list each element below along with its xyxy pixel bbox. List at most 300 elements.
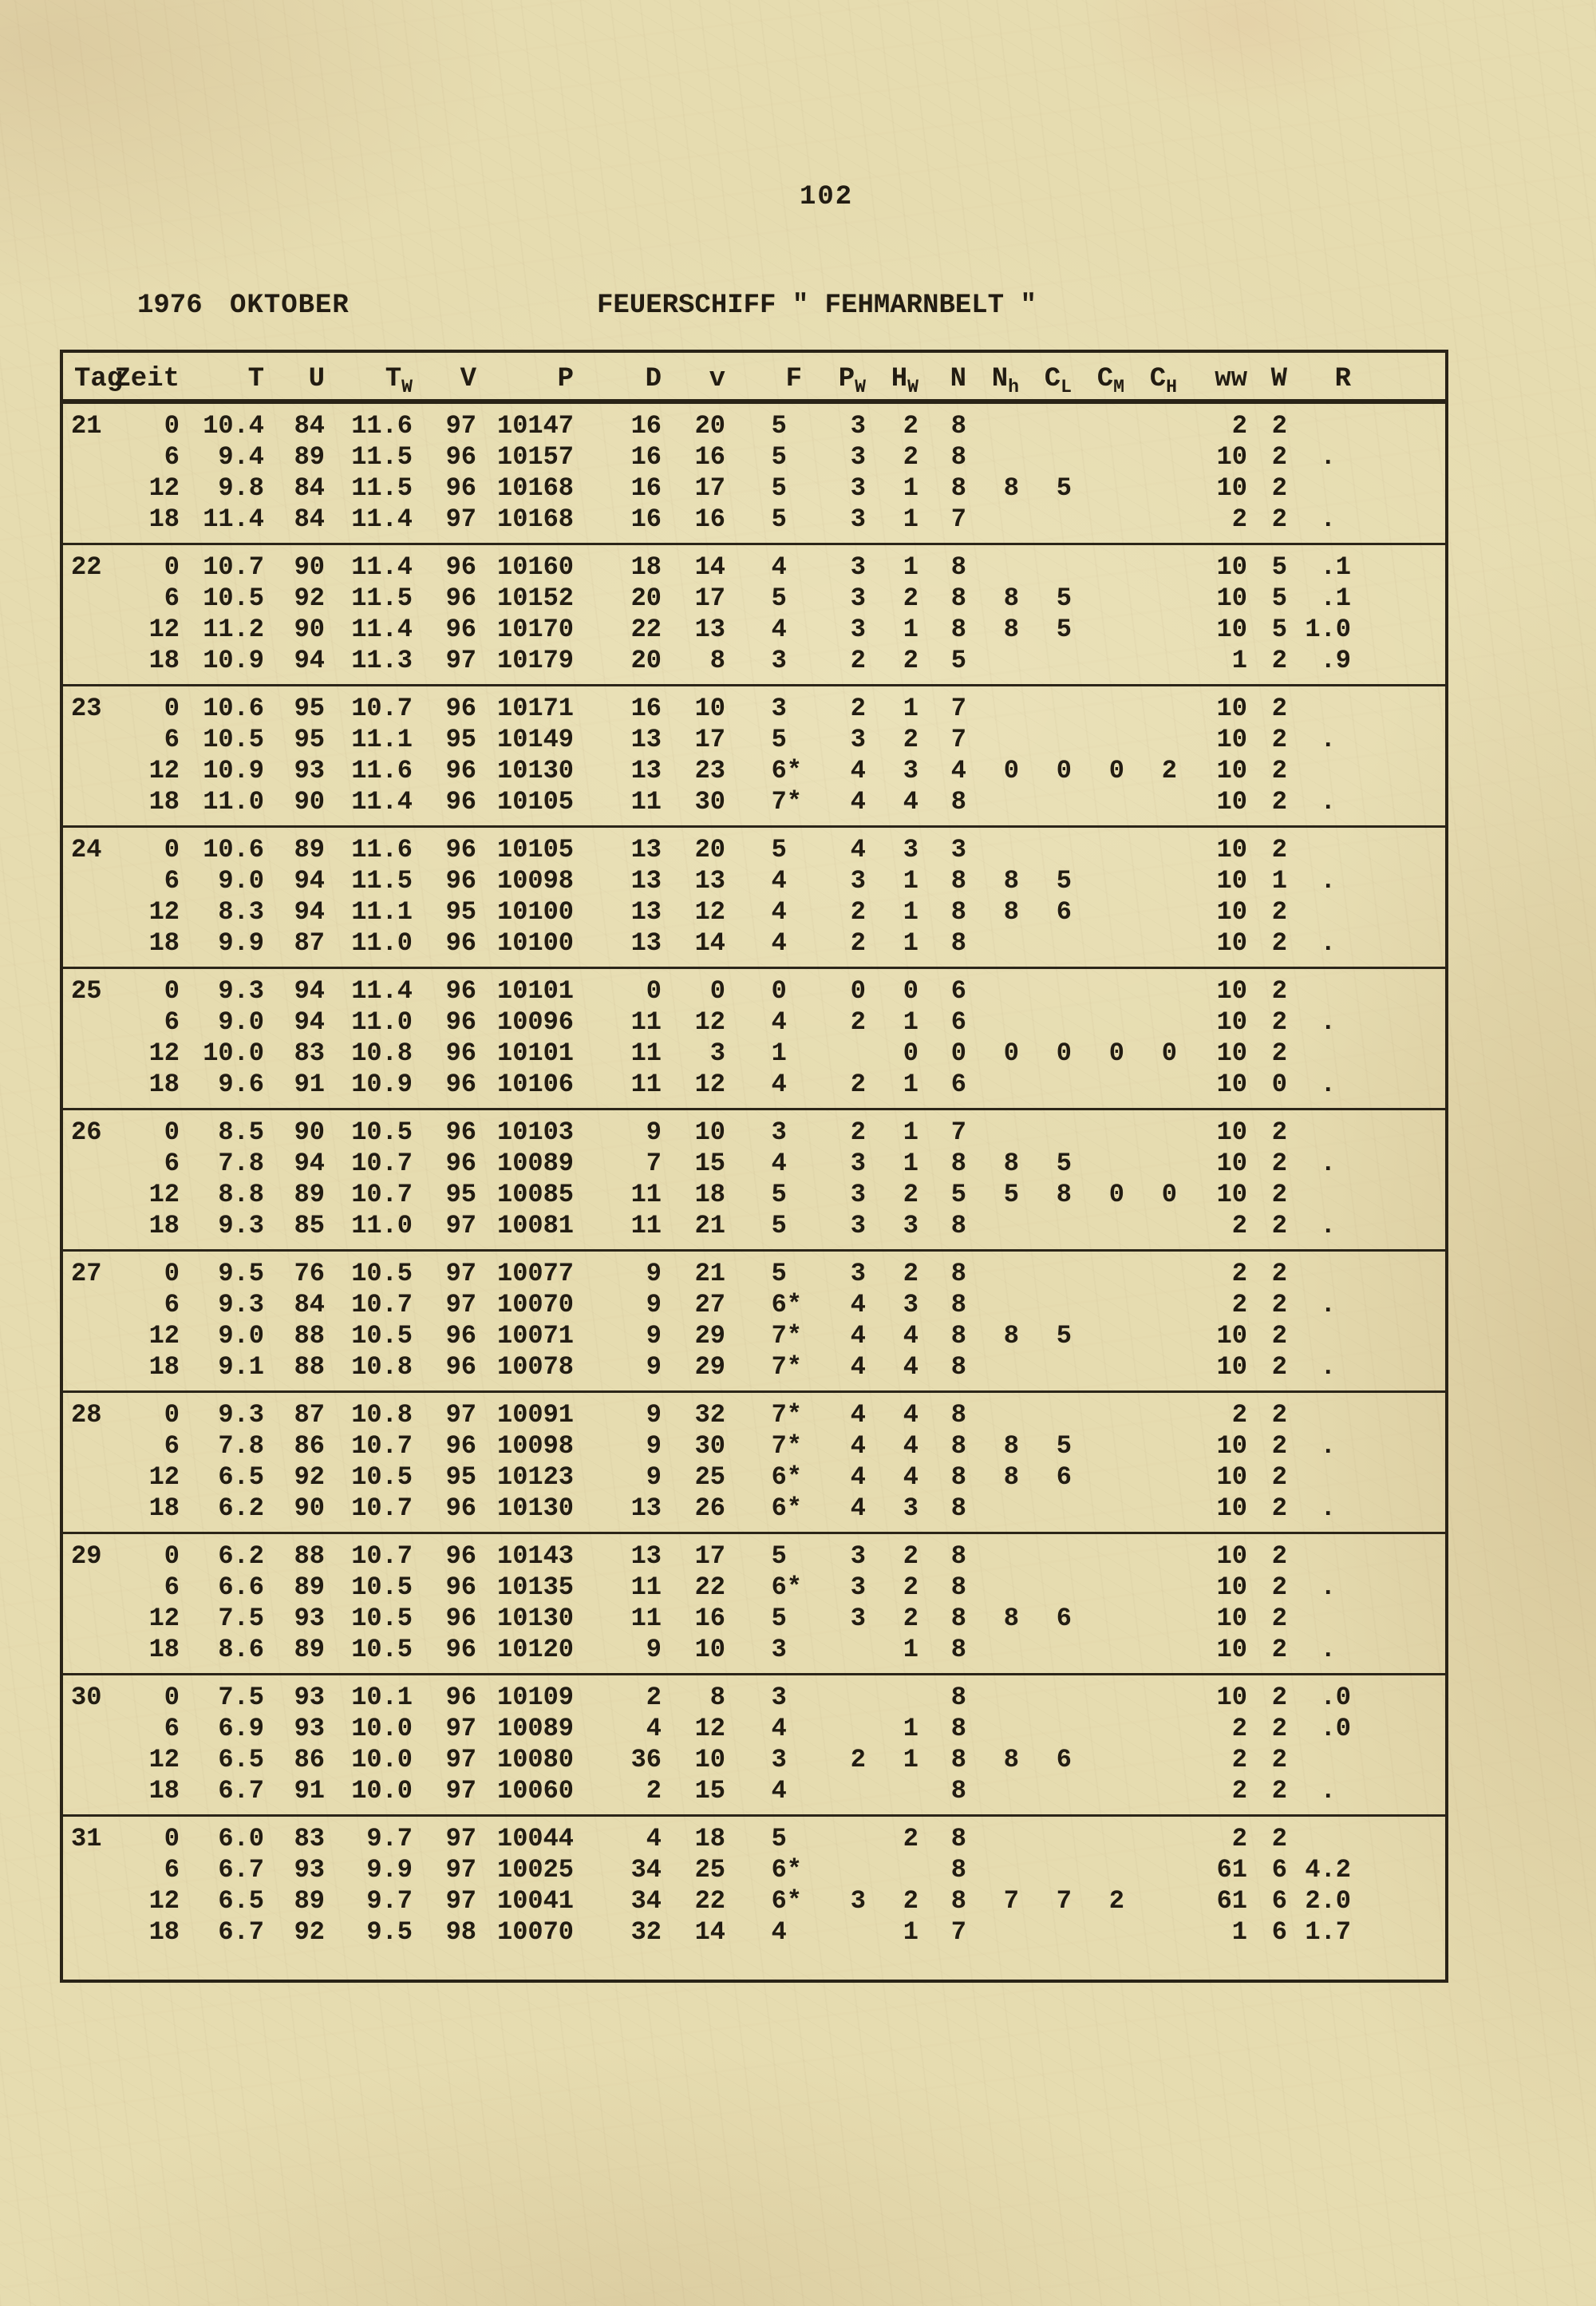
cell-tag: [63, 1744, 113, 1775]
cell-cm: [1075, 1462, 1128, 1493]
cell-p: 10096: [496, 1007, 574, 1037]
cell-ch: [1128, 1117, 1180, 1148]
cell-d: 9: [646, 1400, 662, 1430]
cell-cm: [1075, 1541, 1128, 1572]
table-row: [63, 896, 1445, 928]
cell-vv: 12: [694, 1714, 725, 1743]
cell-pw: 3: [850, 1211, 866, 1240]
cell-d: 16: [630, 694, 662, 723]
cell-nh: [970, 1916, 1022, 1948]
table-row: [63, 1885, 1445, 1916]
cell-cm: [1075, 1775, 1128, 1806]
cell-zeit: 6: [164, 1855, 180, 1885]
cell-v: 96: [445, 1572, 476, 1602]
cell-t: 6.2: [218, 1493, 264, 1523]
cell-tw: 9.9: [366, 1855, 413, 1885]
cell-hw: 1: [903, 897, 918, 927]
cell-f: 5: [771, 504, 802, 534]
cell-v: 97: [445, 411, 476, 441]
cell-t: 6.7: [218, 1776, 264, 1806]
cell-nh: [970, 724, 1022, 755]
cell-pw: 4: [850, 1400, 866, 1430]
cell-n: 7: [950, 1917, 966, 1947]
cell-vv: 25: [694, 1462, 725, 1492]
cell-nh: 8: [1003, 1149, 1019, 1178]
cell-r: .1: [1320, 552, 1351, 582]
cell-hw: 0: [903, 976, 918, 1006]
cell-tw: 10.7: [351, 1541, 413, 1571]
cell-hw: 1: [903, 1714, 918, 1743]
cell-u: 94: [294, 866, 325, 896]
cell-cm: [1075, 583, 1128, 614]
cell-r: 1.0: [1305, 615, 1351, 644]
cell-tw: 9.7: [366, 1824, 413, 1853]
cell-cl: [1022, 975, 1075, 1007]
cell-pw: 0: [850, 976, 866, 1006]
cell-cm: [1075, 1430, 1128, 1462]
cell-v: 98: [445, 1917, 476, 1947]
cell-d: 4: [646, 1824, 662, 1853]
cell-u: 87: [294, 1400, 325, 1430]
cell-r: [1290, 975, 1393, 1007]
cell-t: 9.3: [218, 1400, 264, 1430]
cell-u: 93: [294, 1855, 325, 1885]
cell-tw: 10.5: [351, 1572, 413, 1602]
cell-ch: [1128, 1493, 1180, 1524]
col-header-p: P: [557, 364, 574, 394]
cell-d: 13: [630, 866, 662, 896]
cell-r: .: [1320, 1149, 1351, 1178]
cell-f: 0: [771, 976, 802, 1006]
cell-w: 2: [1271, 473, 1287, 503]
cell-tag: [63, 1916, 113, 1948]
cell-t: 10.9: [203, 756, 264, 785]
cell-pw: 4: [850, 1431, 866, 1461]
cell-pw: 3: [850, 866, 866, 896]
cell-zeit: 0: [164, 1824, 180, 1853]
cell-p: 10101: [496, 976, 574, 1006]
cell-r: .: [1320, 787, 1351, 817]
cell-n: 6: [950, 976, 966, 1006]
table-row: [63, 1210, 1445, 1241]
cell-r: [1290, 755, 1393, 786]
cell-d: 9: [646, 1431, 662, 1461]
cell-hw: 3: [903, 756, 918, 785]
cell-w: 2: [1271, 725, 1287, 754]
cell-t: 9.1: [218, 1352, 264, 1382]
cell-hw: 3: [903, 1290, 918, 1319]
table-row: [63, 1916, 1445, 1948]
cell-cl: [1022, 1399, 1075, 1430]
cell-p: 10120: [496, 1635, 574, 1664]
cell-p: 10041: [496, 1886, 574, 1916]
cell-ww: 2: [1231, 411, 1247, 441]
cell-cm: [1075, 1320, 1128, 1351]
cell-ch: [1128, 1823, 1180, 1854]
cell-n: 8: [950, 866, 966, 896]
cell-cm: [1075, 552, 1128, 583]
cell-cm: [1075, 614, 1128, 645]
cell-cl: [1022, 410, 1075, 441]
cell-u: 94: [294, 1007, 325, 1037]
cell-zeit: 6: [164, 583, 180, 613]
cell-n: 4: [950, 756, 966, 785]
cell-f: 5: [771, 725, 802, 754]
cell-p: 10106: [496, 1070, 574, 1099]
cell-tag: [63, 1179, 113, 1210]
cell-nh: 0: [1003, 1038, 1019, 1068]
cell-n: 8: [950, 1776, 966, 1806]
cell-d: 7: [646, 1149, 662, 1178]
table-row: [63, 755, 1445, 786]
table-row: [63, 410, 1445, 441]
cell-zeit: 0: [164, 1259, 180, 1288]
cell-cl: [1022, 693, 1075, 724]
cell-nh: [970, 1351, 1022, 1382]
cell-tag: [63, 755, 113, 786]
cell-tag: [63, 1289, 113, 1320]
cell-tw: 10.7: [351, 1149, 413, 1178]
cell-ww: 2: [1231, 1824, 1247, 1853]
cell-hw: 3: [903, 835, 918, 864]
cell-f: 5: [771, 411, 802, 441]
cell-d: 13: [630, 1493, 662, 1523]
cell-p: 10081: [496, 1211, 574, 1240]
cell-ww: 10: [1216, 473, 1247, 503]
cell-n: 8: [950, 1259, 966, 1288]
cell-cm: [1075, 473, 1128, 504]
cell-vv: 29: [694, 1352, 725, 1382]
cell-t: 6.6: [218, 1572, 264, 1602]
col-header-vv: v: [709, 364, 725, 394]
cell-n: 8: [950, 473, 966, 503]
cell-d: 9: [646, 1352, 662, 1382]
cell-ch: [1128, 1854, 1180, 1885]
cell-d: 13: [630, 928, 662, 958]
cell-hw: 1: [903, 552, 918, 582]
cell-t: 10.7: [203, 552, 264, 582]
cell-f: 3: [771, 1745, 802, 1774]
cell-nh: [970, 1117, 1022, 1148]
cell-nh: [970, 1775, 1022, 1806]
cell-r: [1290, 834, 1393, 865]
cell-u: 95: [294, 725, 325, 754]
cell-vv: 23: [694, 756, 725, 785]
cell-cl: 5: [1056, 615, 1072, 644]
cell-cl: [1022, 1007, 1075, 1038]
cell-pw: 4: [850, 1290, 866, 1319]
cell-v: 96: [445, 835, 476, 864]
table-row: [63, 1007, 1445, 1038]
cell-pw: 3: [850, 1572, 866, 1602]
cell-hw: 2: [903, 1180, 918, 1209]
cell-tw: 10.8: [351, 1352, 413, 1382]
cell-vv: 14: [694, 928, 725, 958]
cell-r: [1290, 1258, 1393, 1289]
cell-n: 8: [950, 928, 966, 958]
cell-f: 5: [771, 1604, 802, 1633]
cell-cm: 0: [1108, 1038, 1124, 1068]
cell-cl: [1022, 1541, 1075, 1572]
cell-w: 2: [1271, 1149, 1287, 1178]
cell-v: 97: [445, 1400, 476, 1430]
cell-w: 5: [1271, 615, 1287, 644]
cell-v: 95: [445, 1180, 476, 1209]
col-header-n: N: [950, 364, 966, 394]
cell-p: 10100: [496, 928, 574, 958]
cell-ww: 10: [1216, 615, 1247, 644]
cell-hw: [869, 1682, 922, 1713]
cell-cl: 5: [1056, 1149, 1072, 1178]
cell-pw: 3: [850, 1886, 866, 1916]
cell-f: 4: [771, 552, 802, 582]
cell-pw: 3: [850, 583, 866, 613]
cell-cm: [1075, 786, 1128, 817]
cell-f: 5: [771, 442, 802, 472]
cell-cl: [1022, 1823, 1075, 1854]
cell-pw: 3: [850, 552, 866, 582]
cell-n: 8: [950, 615, 966, 644]
cell-cm: [1075, 1634, 1128, 1665]
cell-vv: 10: [694, 694, 725, 723]
cell-r: .: [1320, 1352, 1351, 1382]
cell-d: 13: [630, 897, 662, 927]
cell-f: 7*: [771, 1321, 802, 1351]
cell-d: 32: [630, 1917, 662, 1947]
cell-cl: [1022, 1682, 1075, 1713]
cell-p: 10105: [496, 835, 574, 864]
table-row: [63, 1603, 1445, 1634]
cell-nh: [970, 693, 1022, 724]
cell-pw: [805, 1775, 869, 1806]
cell-cm: [1075, 1603, 1128, 1634]
cell-w: 1: [1271, 866, 1287, 896]
cell-u: 90: [294, 1493, 325, 1523]
cell-cm: [1075, 410, 1128, 441]
col-header-w: W: [1270, 364, 1287, 394]
cell-w: 2: [1271, 1572, 1287, 1602]
cell-tw: 10.8: [351, 1400, 413, 1430]
cell-n: 8: [950, 1635, 966, 1664]
cell-ch: [1128, 552, 1180, 583]
cell-r: .: [1320, 1776, 1351, 1806]
cell-vv: 16: [694, 442, 725, 472]
cell-d: 20: [630, 646, 662, 675]
cell-nh: 8: [1003, 897, 1019, 927]
cell-n: 8: [950, 1824, 966, 1853]
cell-ww: 10: [1216, 1431, 1247, 1461]
cell-f: 5: [771, 473, 802, 503]
cell-v: 97: [445, 1290, 476, 1319]
cell-r: .: [1320, 1211, 1351, 1240]
cell-hw: 4: [903, 1321, 918, 1351]
cell-u: 90: [294, 787, 325, 817]
cell-r: .: [1320, 1007, 1351, 1037]
cell-ww: 10: [1216, 835, 1247, 864]
cell-t: 6.5: [218, 1886, 264, 1916]
cell-zeit: 12: [148, 1604, 180, 1633]
cell-cl: [1022, 1634, 1075, 1665]
cell-tw: 11.0: [351, 1211, 413, 1240]
cell-t: 9.0: [218, 1321, 264, 1351]
cell-w: 2: [1271, 1431, 1287, 1461]
cell-tw: 11.4: [351, 504, 413, 534]
cell-r: [1290, 1399, 1393, 1430]
cell-t: 9.3: [218, 976, 264, 1006]
cell-f: 4: [771, 1917, 802, 1947]
cell-ww: 10: [1216, 1541, 1247, 1571]
cell-v: 97: [445, 1211, 476, 1240]
cell-vv: 30: [694, 787, 725, 817]
cell-ww: 10: [1216, 442, 1247, 472]
cell-ch: [1128, 1744, 1180, 1775]
cell-d: 13: [630, 725, 662, 754]
cell-r: [1290, 1117, 1393, 1148]
cell-ch: [1128, 1148, 1180, 1179]
cell-cm: [1075, 928, 1128, 959]
cell-nh: 8: [1003, 1462, 1019, 1492]
table-row: [63, 693, 1445, 724]
cell-pw: 4: [850, 1493, 866, 1523]
cell-r: [1290, 1744, 1393, 1775]
cell-hw: 4: [903, 1462, 918, 1492]
day-block-30: [63, 1675, 1445, 1817]
cell-cm: [1075, 1823, 1128, 1854]
cell-n: 8: [950, 1745, 966, 1774]
cell-pw: 4: [850, 1321, 866, 1351]
cell-v: 95: [445, 897, 476, 927]
cell-nh: [970, 1823, 1022, 1854]
cell-tag: 28: [71, 1400, 102, 1430]
cell-cl: 8: [1056, 1180, 1072, 1209]
cell-ww: 10: [1216, 1493, 1247, 1523]
cell-v: 96: [445, 615, 476, 644]
cell-pw: [805, 1038, 869, 1069]
cell-tw: 10.0: [351, 1776, 413, 1806]
cell-pw: 2: [850, 646, 866, 675]
col-header-zeit: Zeit: [114, 364, 180, 394]
cell-w: 2: [1271, 1259, 1287, 1288]
cell-p: 10149: [496, 725, 574, 754]
cell-vv: 17: [694, 725, 725, 754]
cell-t: 7.5: [218, 1604, 264, 1633]
cell-vv: 15: [694, 1149, 725, 1178]
cell-hw: [869, 1775, 922, 1806]
cell-zeit: 18: [148, 787, 180, 817]
cell-v: 96: [445, 1604, 476, 1633]
cell-vv: 21: [694, 1259, 725, 1288]
col-header-d: D: [645, 364, 662, 394]
cell-t: 9.3: [218, 1290, 264, 1319]
cell-tag: 31: [71, 1824, 102, 1853]
cell-f: 6*: [771, 1493, 802, 1523]
cell-pw: 2: [850, 1070, 866, 1099]
cell-vv: 18: [694, 1824, 725, 1853]
cell-n: 6: [950, 1070, 966, 1099]
cell-zeit: 6: [164, 1431, 180, 1461]
table-row: [63, 1634, 1445, 1665]
obs-table: [60, 350, 1448, 1983]
table-row: [63, 1289, 1445, 1320]
cell-tw: 10.5: [351, 1117, 413, 1147]
cell-ch: [1128, 1916, 1180, 1948]
cell-tw: 11.5: [351, 583, 413, 613]
cell-p: 10025: [496, 1855, 574, 1885]
cell-tag: 30: [71, 1683, 102, 1712]
cell-zeit: 0: [164, 835, 180, 864]
cell-p: 10070: [496, 1290, 574, 1319]
cell-zeit: 0: [164, 1541, 180, 1571]
cell-nh: 8: [1003, 1321, 1019, 1351]
cell-u: 84: [294, 504, 325, 534]
table-row: [63, 1117, 1445, 1148]
cell-cl: 6: [1056, 1745, 1072, 1774]
cell-vv: 16: [694, 504, 725, 534]
cell-hw: 0: [903, 1038, 918, 1068]
cell-vv: 26: [694, 1493, 725, 1523]
cell-v: 96: [445, 1007, 476, 1037]
cell-r: .1: [1320, 583, 1351, 613]
cell-nh: [970, 1069, 1022, 1100]
cell-v: 97: [445, 1745, 476, 1774]
cell-p: 10123: [496, 1462, 574, 1492]
cell-cl: 7: [1056, 1886, 1072, 1916]
cell-tw: 11.4: [351, 552, 413, 582]
cell-v: 96: [445, 1683, 476, 1712]
cell-t: 11.4: [203, 504, 264, 534]
cell-ww: 1: [1231, 646, 1247, 675]
title-station: FEUERSCHIFF " FEHMARNBELT ": [597, 291, 1037, 321]
cell-zeit: 18: [148, 1917, 180, 1947]
cell-pw: [805, 1682, 869, 1713]
cell-p: 10130: [496, 1604, 574, 1633]
cell-hw: 1: [903, 1635, 918, 1664]
cell-pw: 2: [850, 897, 866, 927]
cell-p: 10070: [496, 1917, 574, 1947]
cell-ww: 2: [1231, 1290, 1247, 1319]
cell-tag: [63, 1854, 113, 1885]
cell-d: 13: [630, 1541, 662, 1571]
cell-ch: [1128, 1541, 1180, 1572]
col-header-cm: $C_M$: [1096, 364, 1124, 398]
cell-zeit: 0: [164, 1400, 180, 1430]
cell-ww: 10: [1216, 1007, 1247, 1037]
cell-f: 3: [771, 646, 802, 675]
cell-t: 7.5: [218, 1683, 264, 1712]
cell-n: 3: [950, 835, 966, 864]
cell-d: 11: [630, 1070, 662, 1099]
cell-tw: 10.5: [351, 1604, 413, 1633]
table-row: [63, 1462, 1445, 1493]
cell-tag: 29: [71, 1541, 102, 1571]
cell-pw: [805, 1854, 869, 1885]
cell-nh: [970, 928, 1022, 959]
cell-cl: 0: [1056, 756, 1072, 785]
cell-tag: [63, 1148, 113, 1179]
cell-zeit: 12: [148, 1462, 180, 1492]
cell-pw: 4: [850, 1352, 866, 1382]
table-row: [63, 1430, 1445, 1462]
cell-nh: [970, 1572, 1022, 1603]
cell-d: 9: [646, 1462, 662, 1492]
cell-ch: [1128, 1713, 1180, 1744]
cell-ch: [1128, 1682, 1180, 1713]
cell-nh: 8: [1003, 583, 1019, 613]
cell-vv: 15: [694, 1776, 725, 1806]
table-row: [63, 928, 1445, 959]
cell-vv: 12: [694, 1070, 725, 1099]
cell-zeit: 6: [164, 866, 180, 896]
